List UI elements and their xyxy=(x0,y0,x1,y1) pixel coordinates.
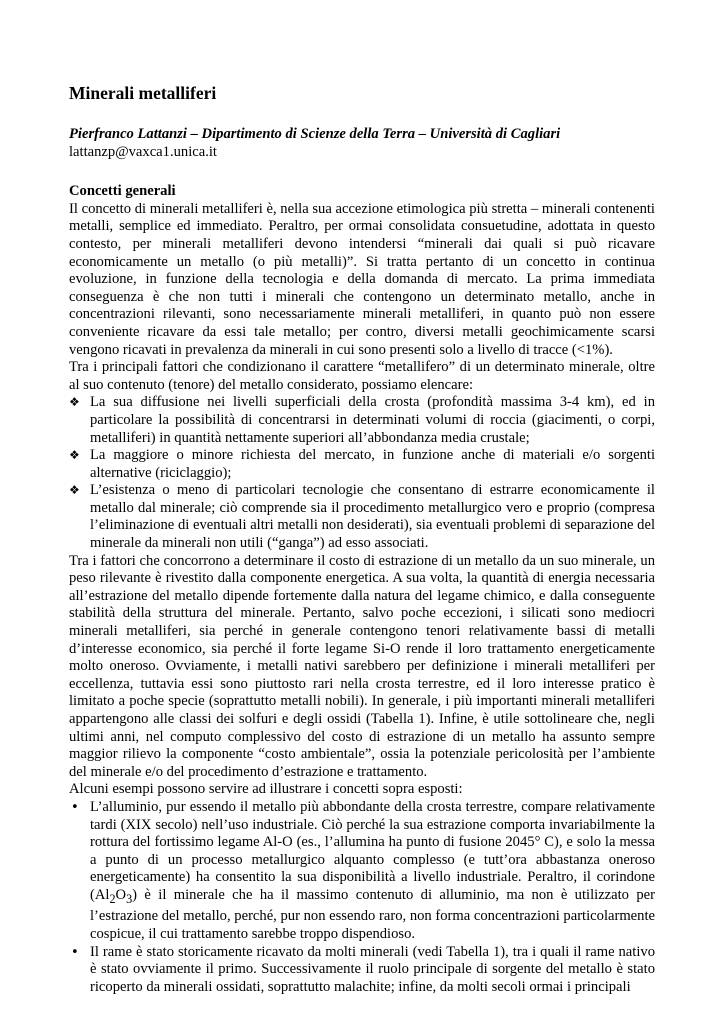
diamond-bullet-icon: ❖ xyxy=(69,395,80,410)
list-item: ❖ La sua diffusione nei livelli superficiali della crosta (profondità massima 3-4 km), ed in particolare la possibilità di concentrarsi in determinati volumi di roccia (giacimenti, o corpi, metalliferi) in quantità nettamente superiori all’abbondanza media crustale; xyxy=(69,394,655,446)
document-title: Minerali metalliferi xyxy=(69,83,217,103)
list-item-copper: • Il rame è stato storicamente ricavato da molti minerali (vedi Tabella 1), tra i quali il rame nativo è stato ovviamente il primo. Successivamente il ruolo principale di sorgente del metallo è stato ricoperto da minerali ossidati, soprattutto malachite; infine, da molti secoli ormai i principali xyxy=(71,943,655,995)
diamond-bullet-icon: ❖ xyxy=(69,483,80,498)
list-item-aluminium xyxy=(69,799,655,944)
dot-bullet-icon: • xyxy=(71,799,79,815)
document-page xyxy=(69,82,655,996)
paragraph-factors-intro: Tra i principali fattori che condizionano il carattere “metallifero” di un determinato minerale, oltre al suo contenuto (tenore) del metallo considerato, possiamo elencare: xyxy=(69,359,655,393)
paragraph-intro: Il concetto di minerali metalliferi è, nella sua accezione etimologica più stretta – minerali contenenti metalli, semplice ed immediato. Peraltro, per ormai consolidata consuetudine, adottata in questo contesto, per minerali metalliferi devono intendersi “minerali dai quali si può ricavare economicamente un metallo (o più metalli)”. Si tratta pertanto di un concetto in continua evoluzione, in funzione della tecnologia e della domanda di mercato. La prima immediata conseguenza è che non tutti i minerali che contengono un determinato metallo, anche in concentrazioni rilevanti, sono necessariamente minerali metalliferi, in quanto può non essere conveniente ricavare da essi tale metallo; per contro, diversi metalli geochimicamente scarsi vengono ricavati in prevalenza da minerali in cui sono presenti solo a livello di tracce (<1%). xyxy=(69,200,655,358)
factors-list xyxy=(69,394,655,552)
examples-list xyxy=(69,799,655,996)
author-line: Pierfranco Lattanzi – Dipartimento di Scienze della Terra – Università di Cagliari xyxy=(69,126,561,142)
list-item: ❖ La maggiore o minore richiesta del mercato, in funzione anche di materiali e/o sorgenti alternative (riciclaggio); xyxy=(69,447,655,481)
example-text: L’alluminio, pur essendo il metallo più abbondante della crosta terrestre, compare relativamente tardi (XIX secolo) nell’uso industriale. Ciò perché la sua estrazione comporta invariabilmente la rottura del fortissimo legame Al-O (es., l’allumina ha punto di fusione 2045° C), e solo la messa a punto di un processo metallurgico alquanto complesso (e tutt’ora abbastanza oneroso energeticamente) ha consentito la sua disponibilità a livello industriale. Peraltro, il corindone $(Al_2O_3)$ è il minerale che ha il massimo contenuto di alluminio, ma non è utilizzato per l’estrazione del metallo, perché, pur non essendo raro, non forma concentrazioni particolarmente cospicue, il cui trattamento sarebbe troppo dispendioso. xyxy=(90,798,655,943)
author-email: lattanzp@vaxca1.unica.it xyxy=(69,143,217,160)
paragraph-energy: Tra i fattori che concorrono a determinare il costo di estrazione di un metallo da un suo minerale, un peso rilevante è rivestito dalla componente energetica. A sua volta, la quantità di energia necessaria all’estrazione del metallo dipende fortemente dalla natura del legame chimico, e dalla conseguente stabilità della struttura del minerale. Pertanto, salvo poche eccezioni, i silicati sono mediocri minerali metalliferi, sia perché in generale contengono tenori relativamente bassi di metalli d’interesse economico, sia perché il forte legame Si-O rende il loro trattamento energeticamente molto oneroso. Ovviamente, i metalli nativi sarebbero per definizione i minerali metalliferi per eccellenza, tuttavia essi sono piuttosto rari nella crosta terrestre, ed il loro interesse pratico è limitato a poche specie (soprattutto metalli nobili). In generale, i più importanti minerali metalliferi appartengono alle classi dei solfuri e degli ossidi (Tabella 1). Infine, è utile sottolineare che, negli ultimi anni, nel computo complessivo del costo di estrazione di un metallo ha assunto sempre maggior rilievo la componente “costo ambientale”, ossia la potenziale pericolosità per l’ambiente del minerale e/o del procedimento d’estrazione e trattamento. xyxy=(69,552,655,780)
section-heading: Concetti generali xyxy=(69,183,176,200)
list-item: ❖ L’esistenza o meno di particolari tecnologie che consentano di estrarre economicamente il metallo dal minerale; ciò comprende sia il procedimento metallurgico vero e proprio (compresa l’eliminazione di eventuali altri metalli non desiderati), sia eventuali problemi di separazione del minerale da minerali non utili (“ganga”) ad esso associati. xyxy=(69,482,655,552)
paragraph-examples-intro: Alcuni esempi possono servire ad illustrare i concetti sopra esposti: xyxy=(69,781,463,798)
diamond-bullet-icon: ❖ xyxy=(69,448,80,463)
dot-bullet-icon: • xyxy=(71,944,79,960)
